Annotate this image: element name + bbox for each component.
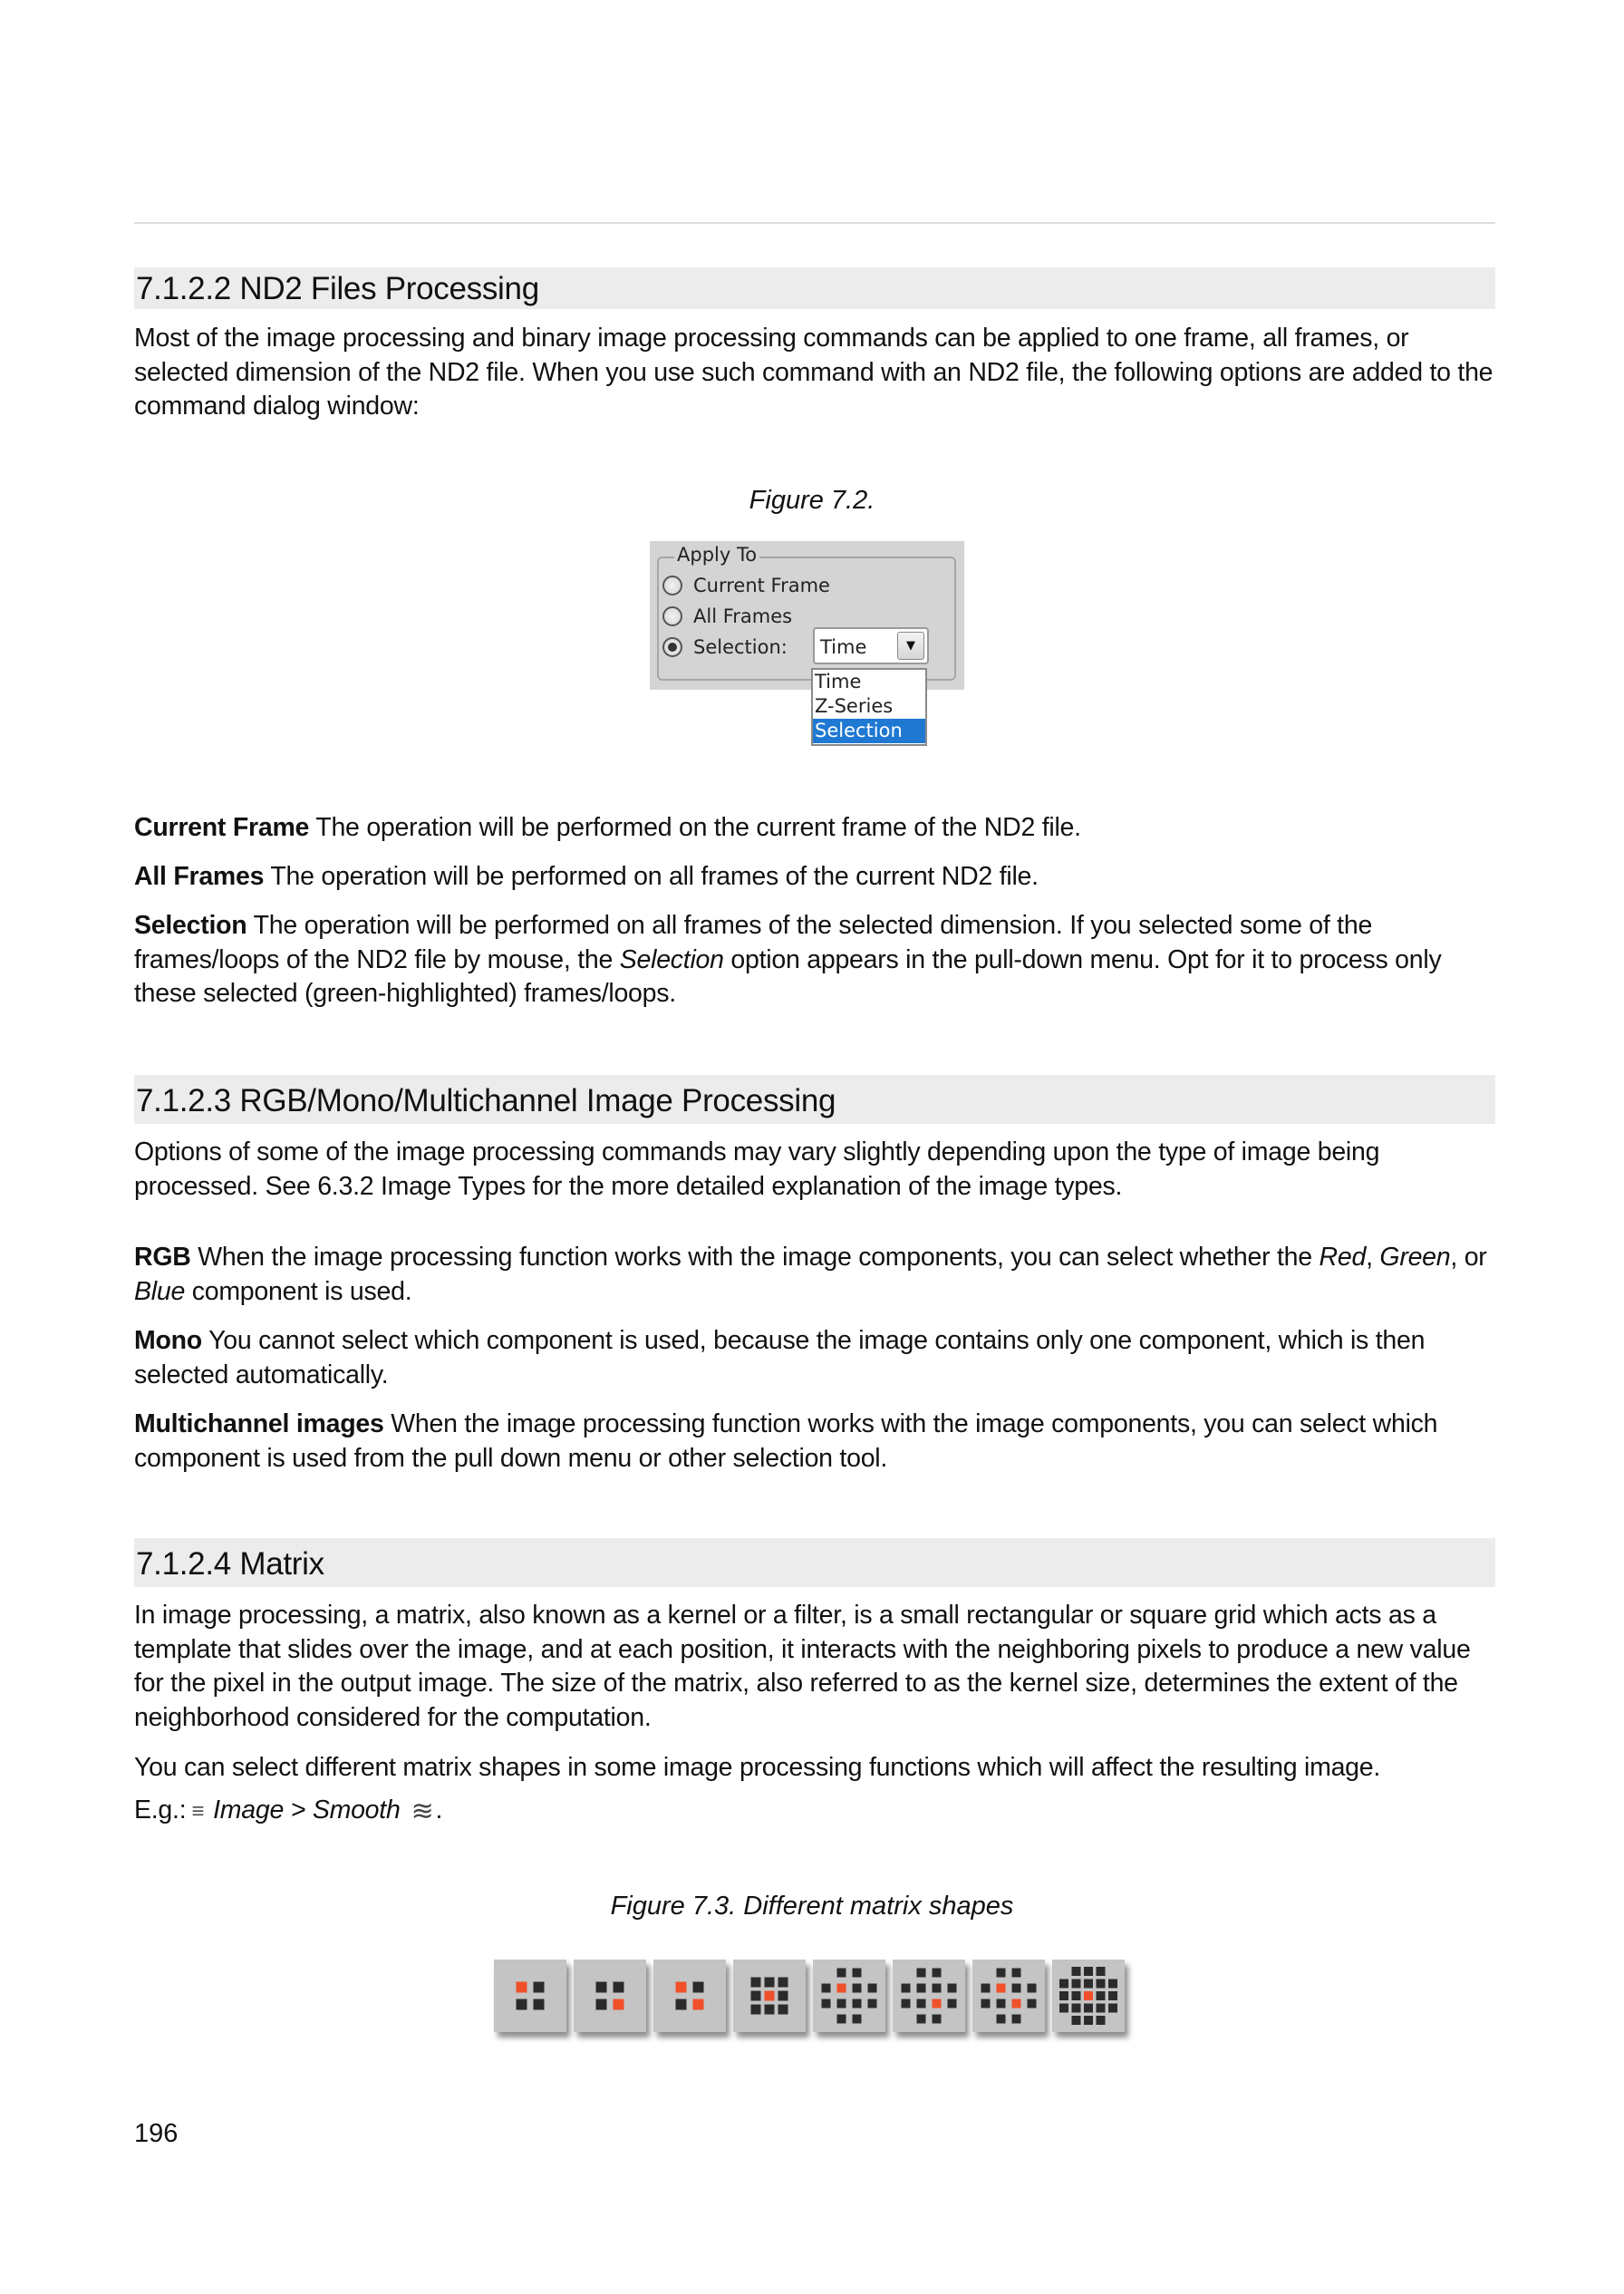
matrix-cell [853, 2015, 862, 2024]
matrix-cell [1028, 1999, 1037, 2008]
matrix-cell [596, 1982, 607, 1993]
matrix-cell [1084, 1979, 1093, 1989]
matrix-shape-icon [653, 1960, 726, 2032]
matrix-center-cell [1084, 1991, 1093, 2000]
matrix-cell [1072, 1979, 1081, 1989]
dropdown-item-z-series[interactable]: Z-Series [815, 695, 894, 717]
matrix-shape-4x4-octagon-a [813, 1960, 885, 2032]
dropdown-item-selection[interactable]: Selection [813, 719, 925, 743]
matrix-cell [868, 1984, 877, 1993]
matrix-cell [778, 1978, 788, 1988]
matrix-shape-3x3 [733, 1960, 806, 2032]
matrix-cell [1059, 1979, 1068, 1989]
page-number: 196 [134, 2119, 179, 2148]
definition-text: When the image processing function works with the image components, you can select which component is used from the pull down menu or other selection tool. [134, 1409, 1438, 1473]
matrix-shape-icon [1052, 1960, 1125, 2032]
matrix-center-cell [693, 1999, 704, 2010]
matrix-cell [517, 1999, 527, 2010]
radio-current-frame[interactable] [662, 575, 830, 596]
matrix-cell [1084, 1967, 1093, 1976]
separator: , or [1450, 1243, 1487, 1272]
definition-text: When the image processing function works with the image components, you can select whether the [190, 1243, 1320, 1272]
matrix-cell [997, 2015, 1006, 2024]
matrix-cell [997, 1999, 1006, 2008]
italic-red: Red [1319, 1243, 1367, 1272]
radio-icon[interactable] [662, 606, 682, 626]
section-heading-rgb [134, 1075, 1495, 1124]
matrix-cell [837, 2015, 846, 2024]
radio-selection[interactable] [662, 636, 788, 658]
radio-label: All Frames [693, 605, 793, 627]
definition-mono [134, 1324, 1495, 1392]
matrix-shape-icon [574, 1960, 646, 2032]
definition-term: Mono [134, 1326, 202, 1355]
matrix-cell [778, 2005, 788, 2015]
matrix-cell [534, 1999, 545, 2010]
section-heading-text: 7.1.2.4 Matrix [136, 1546, 324, 1582]
matrix-cell [1059, 2004, 1068, 2013]
matrix-cell [1097, 2016, 1106, 2025]
apply-to-group [657, 544, 956, 681]
definition-italic: Selection [619, 944, 724, 974]
matrix-shape-4x4-octagon-ab [972, 1960, 1045, 2032]
definition-current-frame [134, 811, 1495, 846]
matrix-center-cell [837, 1984, 846, 1993]
matrix-cell [676, 1999, 687, 2010]
definition-multichannel [134, 1408, 1495, 1476]
radio-label: Current Frame [693, 575, 830, 596]
matrix-cell [765, 2005, 775, 2015]
section-heading-matrix [134, 1538, 1495, 1587]
section-heading-text: 7.1.2.2 ND2 Files Processing [136, 271, 539, 306]
matrix-cell [693, 1982, 704, 1993]
chevron-down-icon[interactable]: ▼ [897, 632, 924, 660]
matrix-shape-2x2-bottom-right [574, 1960, 646, 2032]
definition-text: The operation will be performed on all frames of the selected dimension. If you selected some of the frames/loops of the ND2 file by mouse, the [134, 911, 1373, 974]
definition-text: The operation will be performed on all frames of the current ND2 file. [264, 862, 1039, 891]
definition-selection [134, 909, 1495, 1011]
matrix-cell [1084, 2016, 1093, 2025]
matrix-cell [917, 2015, 926, 2024]
matrix-cell [1072, 2004, 1081, 2013]
matrix-shape-icon [972, 1960, 1045, 2032]
eg-prefix: E.g.: [134, 1796, 187, 1825]
radio-selected-icon[interactable] [662, 637, 682, 657]
matrix-cell [837, 1999, 846, 2008]
matrix-intro: In image processing, a matrix, also known as a kernel or a filter, is a small rectangular or square grid which acts as a template that slides over the image, and at each position, it interacts with the neighboring pixels to produce a new value for the pixel in the output image. The size of the matrix, also referred to as the kernel size, determines the extent of the neighborhood considered for the computation. [134, 1601, 1471, 1732]
matrix-cell [1108, 1991, 1117, 2000]
dimension-dropdown-list [811, 668, 927, 746]
definition-text: component is used. [185, 1276, 412, 1306]
menu-path: Image > Smooth [213, 1796, 401, 1825]
matrix-cell [1072, 1967, 1081, 1976]
definition-term: Current Frame [134, 813, 310, 842]
matrix-cell [868, 1999, 877, 2008]
figure-7-3-caption: Figure 7.3. Different matrix shapes [610, 1892, 1014, 1921]
matrix-center-cell [614, 1999, 624, 2010]
menu-icon: ≡ [191, 1798, 205, 1824]
matrix-cell [1097, 2004, 1106, 2013]
matrix-cell [822, 1999, 831, 2008]
matrix-cell [751, 2005, 761, 2015]
matrix-shape-2x2-top-left [494, 1960, 566, 2032]
figure-7-2-caption: Figure 7.2. [749, 486, 875, 515]
matrix-cell [1097, 1979, 1106, 1989]
matrix-shape-2x2-diagonal [653, 1960, 726, 2032]
dropdown-item-time[interactable]: Time [815, 671, 862, 692]
matrix-cell [853, 1999, 862, 2008]
matrix-cell [853, 1969, 862, 1978]
matrix-cell [1028, 1984, 1037, 1993]
matrix-shape-icon [733, 1960, 806, 2032]
matrix-cell [1084, 2004, 1093, 2013]
matrix-shape-4x4-octagon-b [893, 1960, 965, 2032]
matrix-shapes-figure [494, 1960, 1125, 2032]
italic-blue: Blue [134, 1276, 186, 1306]
eg-suffix: . [435, 1796, 443, 1825]
matrix-cell [948, 1984, 957, 1993]
matrix-cell [853, 1984, 862, 1993]
matrix-cell [751, 1978, 761, 1988]
section-heading-text: 7.1.2.3 RGB/Mono/Multichannel Image Processing [136, 1083, 836, 1118]
matrix-cell [1097, 1967, 1106, 1976]
matrix-cell [917, 1984, 926, 1993]
radio-icon[interactable] [662, 576, 682, 595]
dimension-combobox[interactable] [813, 627, 929, 664]
matrix-cell [948, 1999, 957, 2008]
matrix-para2: You can select different matrix shapes in some image processing functions which will affect the resulting image. [134, 1753, 1381, 1782]
combobox-value: Time [820, 636, 867, 658]
matrix-cell [1012, 1984, 1021, 1993]
matrix-cell [933, 1969, 942, 1978]
matrix-center-cell [765, 1991, 775, 2001]
matrix-cell [917, 1999, 926, 2008]
definition-rgb [134, 1241, 1495, 1309]
nd2-intro: Most of the image processing and binary image processing commands can be applied to one frame, all frames, or selected dimension of the ND2 file. When you use such command with an ND2 file, the following options are added to the command dialog window: [134, 324, 1494, 421]
matrix-cell [778, 1991, 788, 2001]
definition-term: All Frames [134, 862, 265, 891]
matrix-cell [822, 1984, 831, 1993]
top-rule [134, 222, 1495, 224]
italic-green: Green [1379, 1243, 1451, 1272]
definition-all-frames [134, 860, 1495, 895]
matrix-cell [1012, 2015, 1021, 2024]
radio-all-frames[interactable] [662, 605, 792, 627]
matrix-center-cell [997, 1984, 1006, 1993]
matrix-shape-icon [893, 1960, 965, 2032]
section-heading-nd2 [134, 267, 1495, 309]
matrix-shape-5x5-round [1052, 1960, 1125, 2032]
radio-label: Selection: [693, 636, 788, 658]
matrix-cell [902, 1984, 911, 1993]
matrix-cell [1072, 2016, 1081, 2025]
matrix-center-cell [676, 1982, 687, 1993]
definition-text: You cannot select which component is used, because the image contains only one component, which is then selected automatically. [134, 1326, 1426, 1389]
matrix-cell [1012, 1969, 1021, 1978]
matrix-center-cell [1012, 1999, 1021, 2008]
matrix-center-cell [933, 1999, 942, 2008]
matrix-cell [765, 1978, 775, 1988]
matrix-cell [751, 1991, 761, 2001]
matrix-cell [917, 1969, 926, 1978]
separator: , [1366, 1243, 1380, 1272]
rgb-intro: Options of some of the image processing commands may vary slightly depending upon the type of image being processed. See 6.3.2 Image Types for the more detailed explanation of the image types. [134, 1137, 1380, 1201]
matrix-cell [997, 1969, 1006, 1978]
definition-term: Selection [134, 911, 247, 940]
matrix-cell [837, 1969, 846, 1978]
matrix-shape-icon [494, 1960, 566, 2032]
matrix-cell [981, 1999, 991, 2008]
matrix-cell [1108, 2004, 1117, 2013]
matrix-cell [902, 1999, 911, 2008]
matrix-cell [596, 1999, 607, 2010]
matrix-cell [614, 1982, 624, 1993]
matrix-cell [933, 1984, 942, 1993]
definition-text: option appears in the pull-down menu. Opt for it to process only these selected (green-highlighted) frames/loops. [134, 944, 1442, 1008]
matrix-cell [1072, 1991, 1081, 2000]
group-title: Apply To [674, 544, 759, 566]
definition-term: Multichannel images [134, 1409, 384, 1438]
matrix-shape-icon [813, 1960, 885, 2032]
matrix-example [134, 1794, 1495, 1828]
matrix-cell [534, 1982, 545, 1993]
matrix-cell [1108, 1979, 1117, 1989]
matrix-cell [1059, 1991, 1068, 2000]
definition-term: RGB [134, 1243, 191, 1272]
matrix-cell [981, 1984, 991, 1993]
matrix-cell [1097, 1991, 1106, 2000]
definition-text: The operation will be performed on the current frame of the ND2 file. [309, 813, 1081, 842]
smooth-icon: ≋ [411, 1796, 434, 1826]
matrix-center-cell [517, 1982, 527, 1993]
matrix-cell [933, 2015, 942, 2024]
